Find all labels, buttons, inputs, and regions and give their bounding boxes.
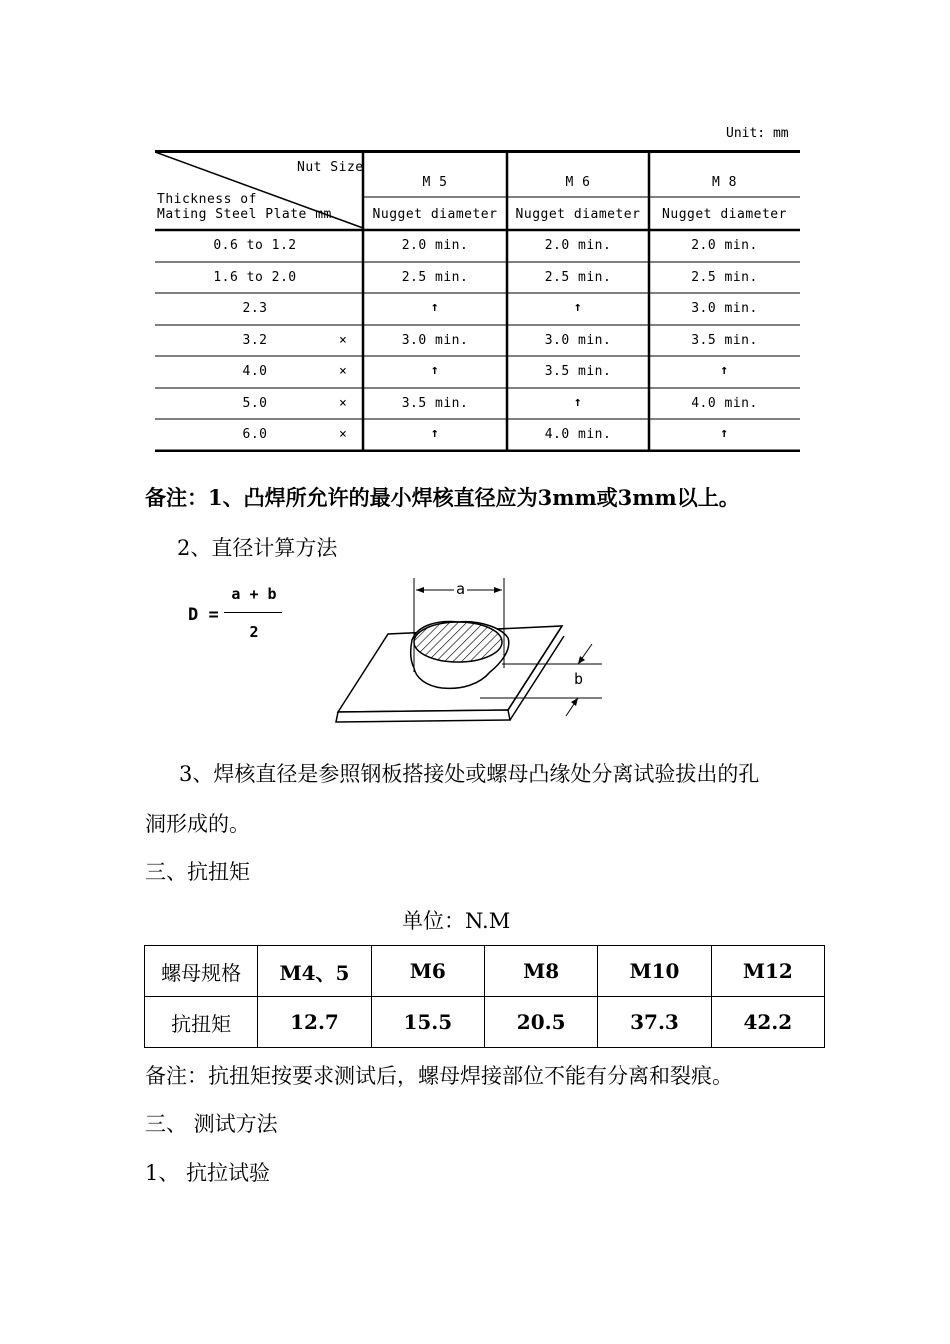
header-thickness-line1: Thickness of <box>157 192 257 207</box>
table-unit: Unit: mm <box>726 126 789 141</box>
column-m8: M 8 <box>712 175 737 190</box>
torque-cell: 37.3 <box>598 997 711 1048</box>
m8-cell: 2.5 min. <box>691 270 758 285</box>
thickness-cell: 4.0 <box>242 364 268 379</box>
subheader-m8: Nugget diameter <box>662 207 787 222</box>
column-m5: M 5 <box>422 175 448 190</box>
note-nugget-origin-line2: 洞形成的。 <box>145 812 250 836</box>
note-calculation-method: 2、直径计算方法 <box>177 536 338 560</box>
subsection-tensile-test: 1、 抗拉试验 <box>145 1161 271 1185</box>
header-cell: 螺母规格 <box>145 946 258 997</box>
m6-cell: 2.5 min. <box>544 270 612 285</box>
nugget-diameter-table <box>155 150 800 452</box>
formula-denominator: 2 <box>249 623 259 641</box>
m5-cell: 2.5 min. <box>401 270 469 285</box>
torque-cell: 12.7 <box>258 997 371 1048</box>
m8-cell: 3.5 min. <box>691 333 758 348</box>
thickness-mark: × <box>339 364 348 379</box>
m8-cell: 3.0 min. <box>691 301 758 316</box>
m5-cell: 2.0 min. <box>401 238 469 253</box>
size-cell: M12 <box>711 946 824 997</box>
m6-cell: 3.5 min. <box>544 364 612 379</box>
column-m6: M 6 <box>565 175 591 190</box>
note-min-nugget: 备注：1、凸焊所允许的最小焊核直径应为3mm或3mm以上。 <box>145 485 740 510</box>
thickness-mark: × <box>339 427 348 442</box>
thickness-mark: × <box>339 333 348 348</box>
torque-cell: 15.5 <box>371 997 484 1048</box>
formula <box>188 585 288 645</box>
table-row <box>145 946 825 997</box>
formula-numerator: a + b <box>231 585 277 603</box>
dimension-a-label: a <box>456 580 466 598</box>
thickness-cell: 2.3 <box>242 301 268 316</box>
torque-table <box>144 945 825 1048</box>
torque-unit: 单位：N.M <box>402 909 511 933</box>
m8-cell: ↑ <box>720 426 729 441</box>
size-cell: M6 <box>371 946 484 997</box>
dimension-b-label: b <box>574 670 584 688</box>
size-cell: M4、5 <box>258 946 371 997</box>
torque-cell: 20.5 <box>484 997 597 1048</box>
note-nugget-origin-line1: 3、焊核直径是参照钢板搭接处或螺母凸缘处分离试验拔出的孔 <box>179 762 760 786</box>
nugget-diagram <box>330 572 620 732</box>
m8-cell: 4.0 min. <box>691 396 758 411</box>
nugget-diagram-drawing <box>330 572 620 732</box>
header-cell: 抗扭矩 <box>145 997 258 1048</box>
m5-cell: ↑ <box>430 426 440 441</box>
m6-cell: 2.0 min. <box>544 238 612 253</box>
m5-cell: 3.0 min. <box>401 333 469 348</box>
formula-lhs: D = <box>188 605 219 625</box>
m5-cell: 3.5 min. <box>401 396 469 411</box>
torque-note: 备注：抗扭矩按要求测试后，螺母焊接部位不能有分离和裂痕。 <box>145 1064 733 1088</box>
table-row <box>145 997 825 1048</box>
m5-cell: ↑ <box>430 363 440 378</box>
subheader-m6: Nugget diameter <box>515 207 641 222</box>
thickness-cell: 1.6 to 2.0 <box>213 270 297 285</box>
m6-cell: ↑ <box>573 300 583 315</box>
m6-cell: 3.0 min. <box>544 333 612 348</box>
m6-cell: ↑ <box>573 395 583 410</box>
header-thickness-line2: Mating Steel Plate mm <box>157 207 332 222</box>
thickness-cell: 0.6 to 1.2 <box>213 238 297 253</box>
thickness-cell: 6.0 <box>242 427 268 442</box>
size-cell: M10 <box>598 946 711 997</box>
thickness-cell: 5.0 <box>242 396 268 411</box>
section-test-method: 三、 测试方法 <box>145 1112 278 1136</box>
m8-cell: 2.0 min. <box>691 238 758 253</box>
m5-cell: ↑ <box>430 300 440 315</box>
fraction-bar <box>224 612 282 613</box>
size-cell: M8 <box>484 946 597 997</box>
m8-cell: ↑ <box>720 363 729 378</box>
thickness-cell: 3.2 <box>242 333 268 348</box>
section-torque-title: 三、抗扭矩 <box>145 860 250 884</box>
m6-cell: 4.0 min. <box>544 427 612 442</box>
header-nut-size: Nut Size <box>297 160 364 175</box>
subheader-m5: Nugget diameter <box>372 207 498 222</box>
torque-cell: 42.2 <box>711 997 824 1048</box>
thickness-mark: × <box>339 396 348 411</box>
